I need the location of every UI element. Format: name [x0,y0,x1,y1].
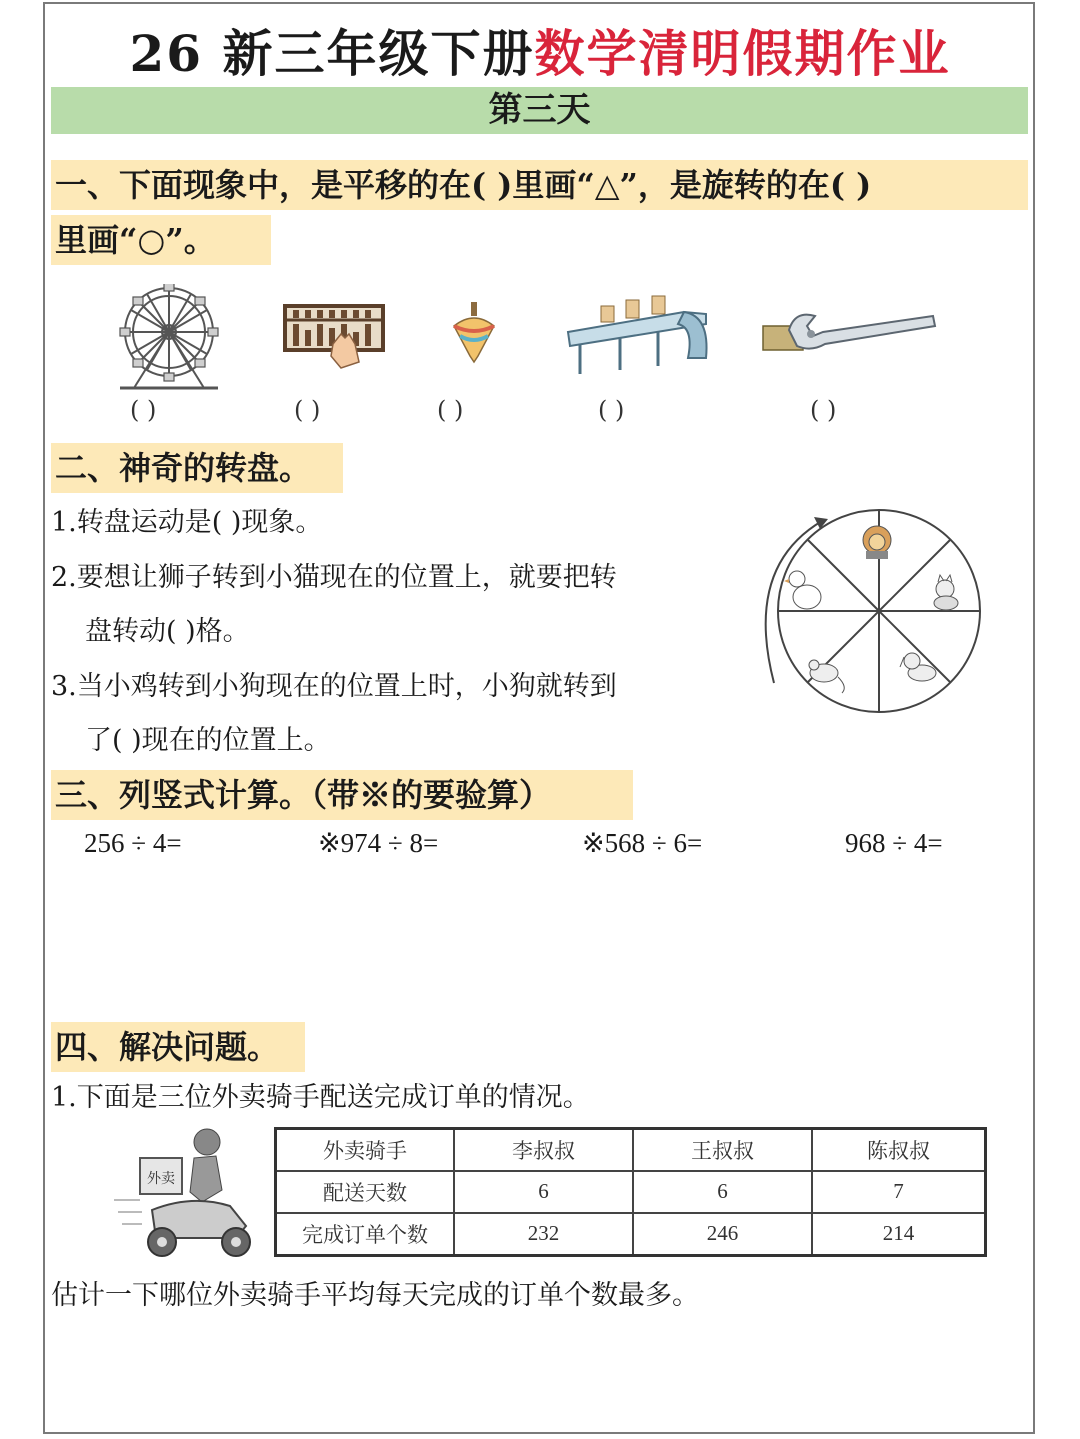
section2-q1: 1.转盘运动是( )现象。 [51,507,323,538]
table-cell: 246 [633,1213,812,1256]
scooter-sign: 外卖 [147,1171,175,1187]
blank-abacus[interactable]: ( ) [294,396,321,424]
wrench-icon [761,306,937,356]
blank-wrench[interactable]: ( ) [810,396,837,424]
blank-spinning-top[interactable]: ( ) [437,396,464,424]
table-cell: 完成订单个数 [276,1213,455,1256]
turntable-diagram [752,507,988,721]
section2-heading: 二、神奇的转盘。 [51,443,343,493]
calc-problem-2: ※974 ÷ 8= [318,828,439,858]
abacus-icon [283,304,385,370]
day-banner: 第三天 [51,87,1028,134]
section3-heading: 三、列竖式计算。（带※的要验算） [51,770,633,820]
delivery-scooter-icon [112,1126,258,1260]
table-cell: 6 [454,1171,633,1213]
table-header-cell: 王叔叔 [633,1129,812,1172]
table-header-cell: 外卖骑手 [276,1129,455,1172]
calc-problem-1: 256 ÷ 4= [84,828,182,858]
lion-icon [863,526,891,559]
page-title [0,14,1080,86]
title-red: 数学清明假期作业 [534,24,951,83]
calc-problem-4: 968 ÷ 4= [845,828,943,858]
calc-problem-3: ※568 ÷ 6= [582,828,703,858]
table-cell: 214 [812,1213,986,1256]
section2-q2-line2: 盘转动( )格。 [85,616,250,647]
section2-q2-line1: 2.要想让狮子转到小猫现在的位置上，就要把转 [51,562,617,593]
section4-q1: 1.下面是三位外卖骑手配送完成订单的情况。 [51,1082,590,1113]
table-cell: 232 [454,1213,633,1256]
section4-question: 估计一下哪位外卖骑手平均每天完成的订单个数最多。 [51,1280,699,1311]
blank-conveyor-belt[interactable]: ( ) [598,396,625,424]
section1-heading-line1: 一、下面现象中，是平移的在( )里画“△”，是旋转的在( ) [51,160,1028,210]
conveyor-belt-icon [566,294,712,376]
table-header-cell: 陈叔叔 [812,1129,986,1172]
title-black: 26 新三年级下册 [129,24,535,83]
spinning-top-icon [450,300,498,364]
ferris-wheel-icon [112,284,227,392]
table-row [276,1129,986,1172]
rider-table [274,1127,987,1257]
section2-q3-line2: 了( )现在的位置上。 [85,725,331,756]
table-cell: 7 [812,1171,986,1213]
section1-heading-line2: 里画“○”。 [51,215,271,265]
table-header-cell: 李叔叔 [454,1129,633,1172]
blank-ferris-wheel[interactable]: ( ) [130,396,157,424]
table-cell: 6 [633,1171,812,1213]
table-cell: 配送天数 [276,1171,455,1213]
section4-heading: 四、解决问题。 [51,1022,305,1072]
table-row [276,1213,986,1256]
section2-q3-line1: 3.当小鸡转到小狗现在的位置上时，小狗就转到 [51,671,617,702]
table-row [276,1171,986,1213]
